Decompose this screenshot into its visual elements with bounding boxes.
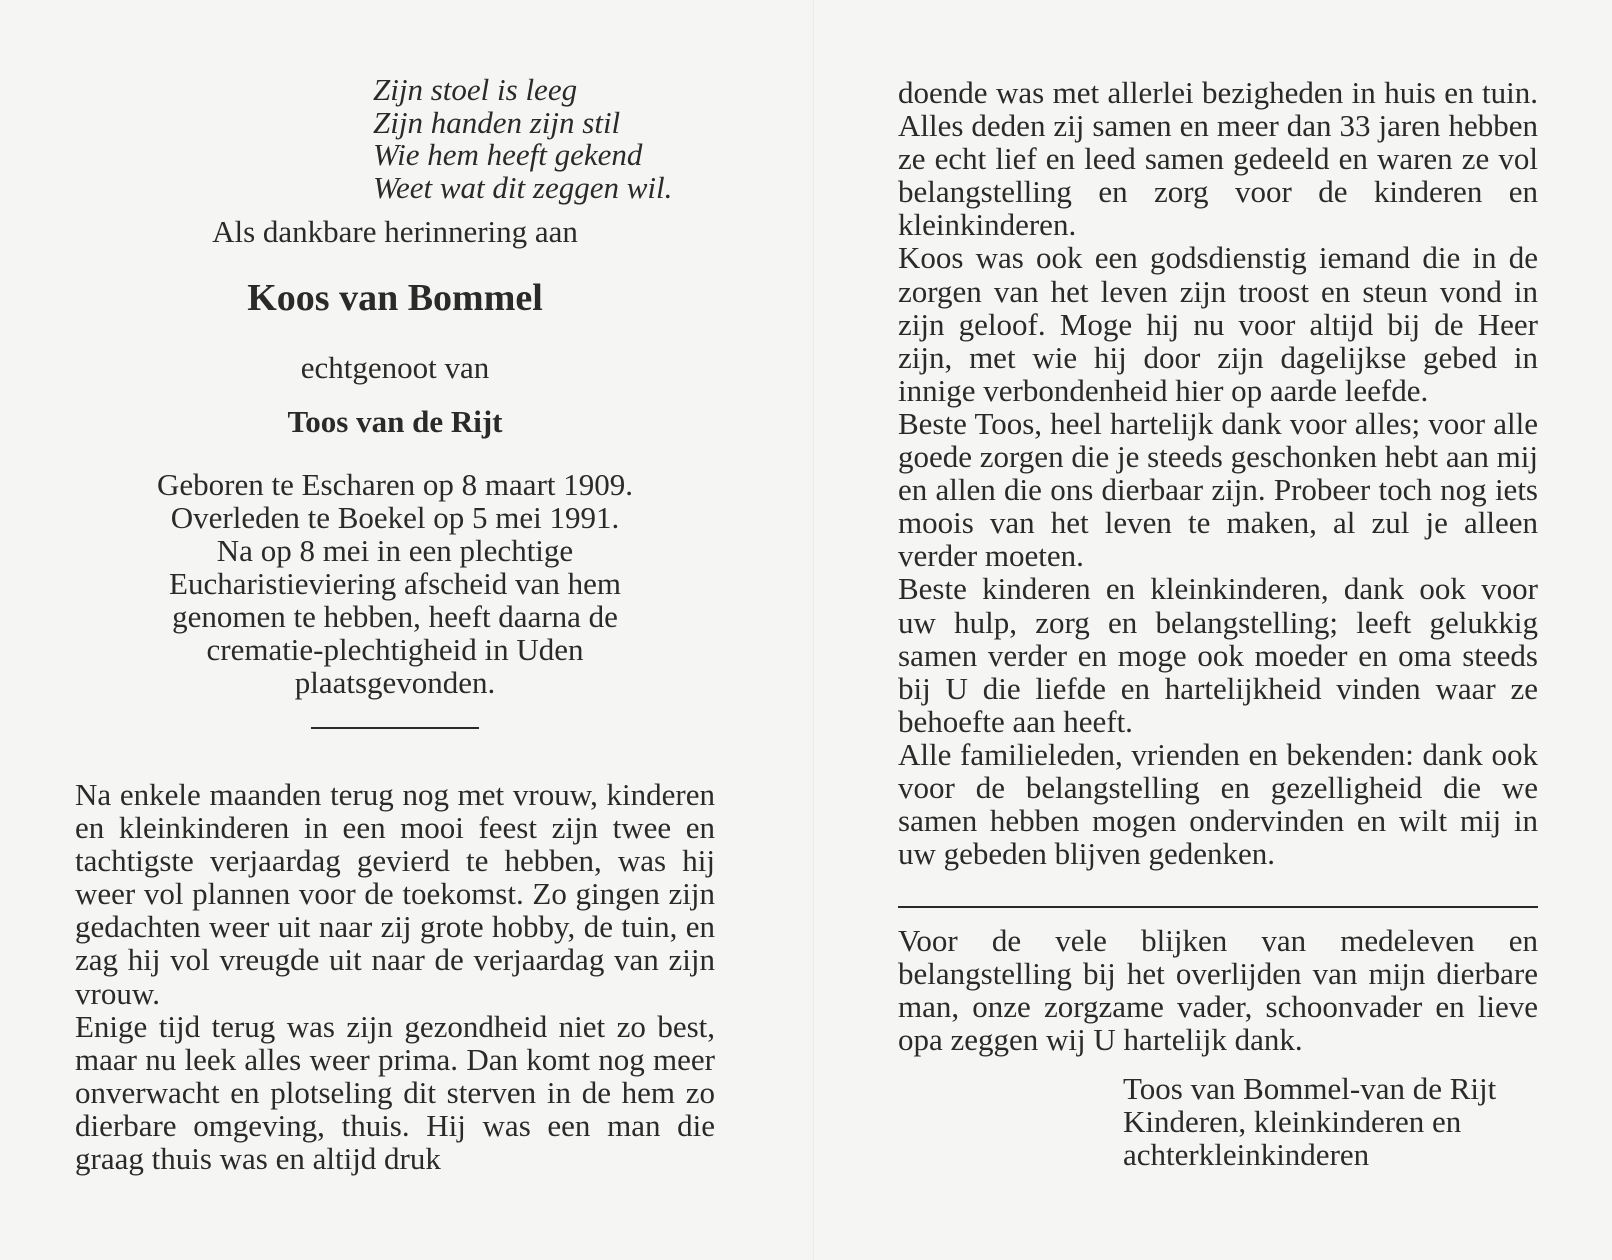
signature-line: Kinderen, kleinkinderen en — [1123, 1104, 1462, 1139]
divider — [311, 727, 479, 729]
life-line: plaatsgevonden. — [294, 665, 496, 700]
paragraph: doende was met allerlei bezigheden in huis en tuin. Alles deden zij samen en meer dan 33 jaren hebben ze echt lief en leed samen gedeeld en waren ze vol belangstelling en zorg voor de kinderen en kleinkinderen. — [898, 75, 1538, 243]
thanks-text: Voor de vele blijken van medeleven en belangstelling bij het overlijden van mijn dierbare man, onze zorgzame vader, schoonvader en lieve opa zeggen wij U hartelijk dank. — [898, 923, 1538, 1058]
life-line: Geboren te Escharen op 8 maart 1909. — [156, 467, 634, 502]
signature-line: achterkleinkinderen — [1123, 1137, 1370, 1172]
card-fold — [813, 0, 815, 1260]
paragraph: Alle familieleden, vrienden en bekenden: dank ook voor de belangstelling en gezelligheid die we samen hebben mogen ondervinden en wilt mij in uw gebeden blijven gedenken. — [898, 736, 1538, 872]
life-line: Overleden te Boekel op 5 mei 1991. — [170, 500, 620, 535]
spouse-name: Toos van de Rijt — [287, 404, 503, 439]
spouse-label: echtgenoot van — [300, 350, 490, 385]
signature-line: Toos van Bommel-van de Rijt — [1123, 1071, 1497, 1106]
life-line: Na op 8 mei in een plechtige — [216, 533, 574, 568]
life-line: crematie-plechtigheid in Uden — [206, 632, 584, 667]
life-line: genomen te hebben, heeft daarna de — [172, 599, 618, 634]
separator-rule — [898, 906, 1538, 908]
poem-line: Wie hem heeft gekend — [373, 137, 643, 172]
dedication: Als dankbare herinnering aan — [212, 214, 578, 249]
biography-left — [75, 778, 715, 1175]
poem-line: Zijn handen zijn stil — [373, 104, 621, 140]
signature — [1123, 1072, 1496, 1171]
life-line: Eucharistieviering afscheid van hem — [169, 566, 621, 601]
paragraph: Koos was ook een godsdienstig iemand die in de zorgen van het leven zijn troost en steun vond in zijn geloof. Moge hij nu voor altijd bij de Heer zijn, met wie hij door zijn dagelijkse gebed in innige verbondenheid hier op aarde leefde. — [898, 240, 1538, 408]
biography-right — [898, 76, 1538, 870]
paragraph: Beste Toos, heel hartelijk dank voor alles; voor alle goede zorgen die je steeds geschonken hebt aan mij en allen die ons dierbaar zijn. Probeer toch nog iets moois van het leven te maken, al zul je alleen verder moeten. — [898, 405, 1538, 574]
life-details — [75, 468, 715, 699]
deceased-name: Koos van Bommel — [247, 277, 543, 319]
poem-line: Zijn stoel is leeg — [373, 72, 578, 107]
poem-line: Weet wat dit zeggen wil. — [373, 169, 673, 205]
poem — [373, 74, 672, 204]
paragraph: Enige tijd terug was zijn gezondheid niet zo best, maar nu leek alles weer prima. Dan komt nog meer onverwacht en plotseling dit sterven in de hem zo dierbare omgeving, thuis. Hij was een man die graag thuis was en altijd druk — [75, 1008, 715, 1177]
paragraph: Na enkele maanden terug nog met vrouw, kinderen en kleinkinderen in een mooi feest zijn twee en tachtigste verjaardag gevierd te hebben, was hij weer vol plannen voor de toekomst. Zo gingen zijn gedachten weer uit naar zij grote hobby, de tuin, en zag hij vol vreugde uit naar de verjaardag van zijn vrouw. — [75, 777, 715, 1011]
paragraph: Beste kinderen en kleinkinderen, dank ook voor uw hulp, zorg en belangstelling; leeft gelukkig samen verder en moge ook moeder en oma steeds bij U die liefde en hartelijkheid vinden waar ze behoefte aan heeft. — [898, 571, 1538, 739]
